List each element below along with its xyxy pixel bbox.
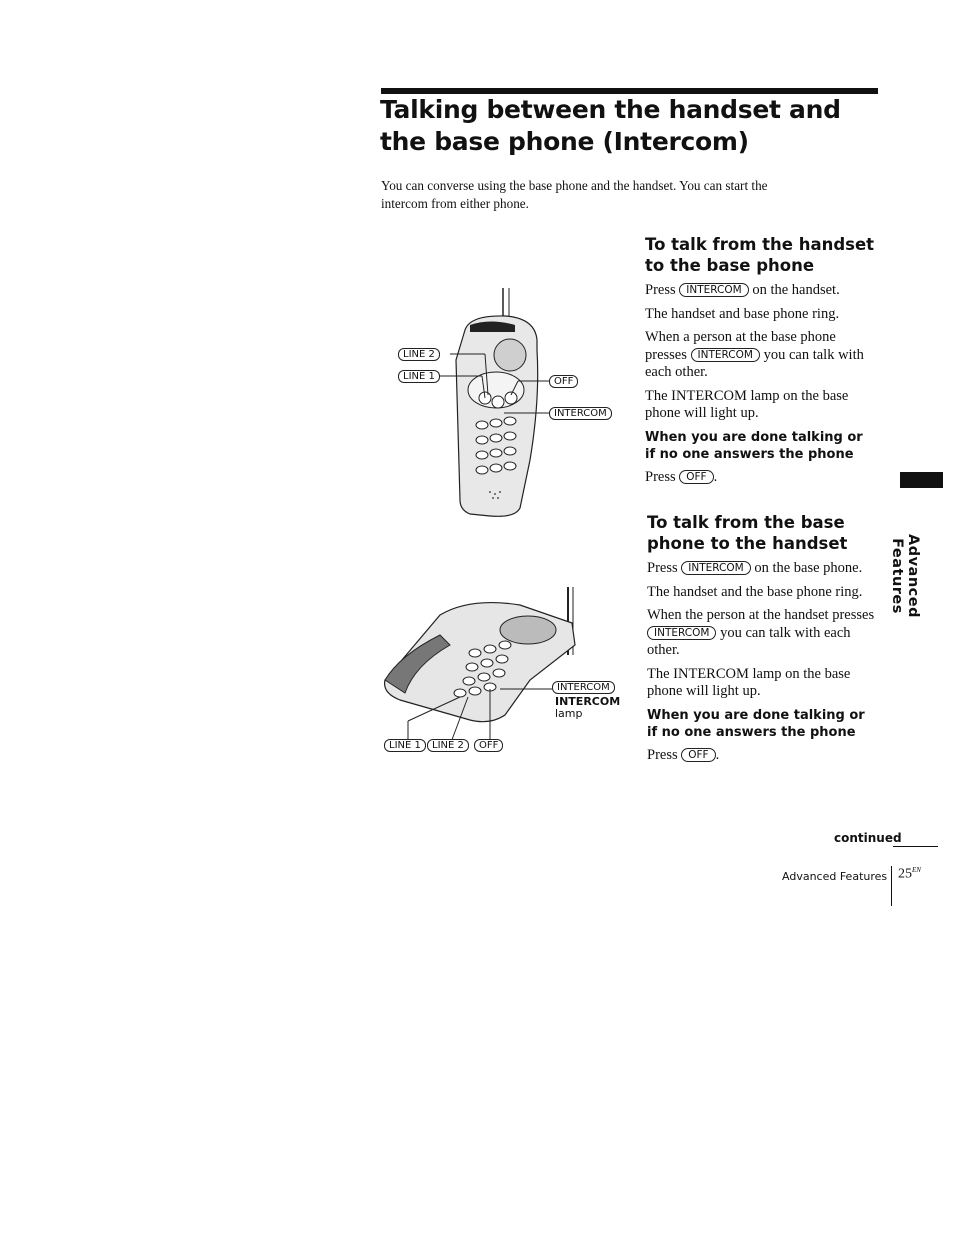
side-tab-marker [900,472,943,488]
section1-p4: The INTERCOM lamp on the base phone will light up. [645,387,849,421]
intro-text: You can converse using the base phone and the handset. You can start the intercom from either phone. [381,178,768,211]
intercom-key: INTERCOM [681,561,750,575]
text: Press [645,468,676,485]
text: on the base phone. [754,560,863,576]
section1-subheading: When you are done talking or if no one answers the phone [645,429,863,462]
section1-heading: To talk from the handset to the base phone [645,235,875,275]
footer-section: Advanced Features [782,870,888,883]
section2-p2: The handset and the base phone ring. [647,583,863,600]
section1-p2: The handset and base phone ring. [645,305,840,322]
label-line1: LINE 1 [398,370,440,383]
side-tab-label: Advanced Features [889,534,921,618]
section2-p4: The INTERCOM lamp on the base phone will light up. [647,665,851,699]
section2-step1 [647,560,877,578]
text: When a person at the base phone presses [645,329,836,363]
section1-p3 [645,329,875,382]
base-label-lamp-2: lamp [555,707,583,720]
text: you can talk with each other. [645,346,864,380]
handset-figure [390,280,620,525]
section1-step1 [645,282,875,300]
text: . [713,468,718,485]
base-label-line1: LINE 1 [384,739,426,752]
off-key: OFF [681,748,715,762]
text: on the handset. [752,282,840,298]
base-phone-figure [380,585,620,750]
page-number-value: 25 [898,866,912,882]
label-off: OFF [549,375,578,388]
page-number-suffix: EN [912,866,921,874]
base-label-lamp-1: INTERCOM [555,695,621,708]
text: Press [647,746,678,763]
text: When the person at the handset presses [647,607,875,623]
text: you can talk with each other. [647,624,851,658]
label-intercom: INTERCOM [549,407,612,420]
section2-press-off [647,747,877,765]
footer-separator [891,866,892,906]
base-label-line2: LINE 2 [427,739,469,752]
section-handset-to-base [645,234,875,492]
continued-rule [893,846,938,847]
text: Press [645,282,676,298]
section1-press-off [645,469,875,487]
text: Press [647,560,678,576]
off-key: OFF [679,470,713,484]
intercom-key: INTERCOM [647,626,716,640]
section2-p3 [647,607,877,660]
page-number [898,866,921,883]
section2-subheading: When you are done talking or if no one answers the phone [647,707,865,740]
base-label-intercom: INTERCOM [552,681,615,694]
section-base-to-handset [647,512,877,770]
page-title: Talking between the handset and the base phone (Intercom) [380,95,841,156]
base-label-off: OFF [474,739,503,752]
continued-label: continued [834,831,902,845]
label-line2: LINE 2 [398,348,440,361]
section2-heading: To talk from the base phone to the handset [647,513,848,553]
intercom-key: INTERCOM [691,348,760,362]
text: . [715,746,720,763]
intercom-key: INTERCOM [679,283,748,297]
